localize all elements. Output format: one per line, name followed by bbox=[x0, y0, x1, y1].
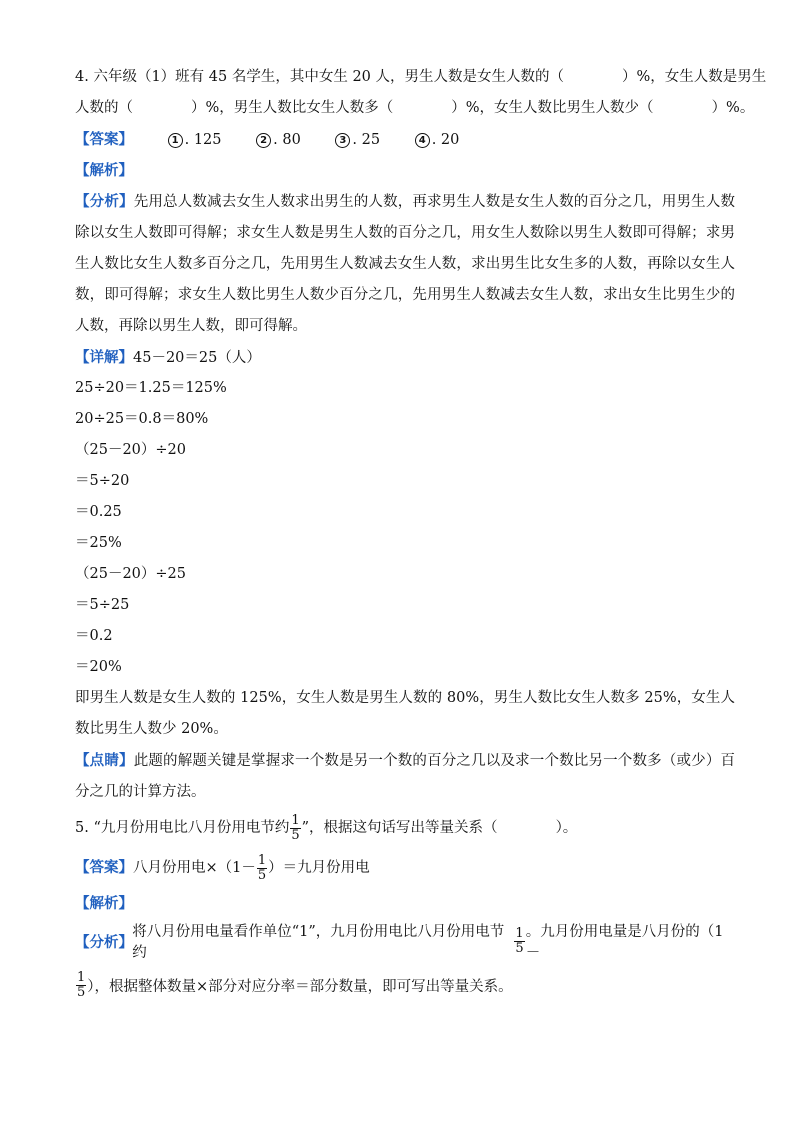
document-page bbox=[75, 62, 767, 1007]
fraction-numerator: 1 bbox=[291, 812, 300, 828]
answer-item-2 bbox=[256, 132, 301, 148]
analysis-text: ），根据整体数量×部分对应分率＝部分数量，即可写出等量关系。 bbox=[87, 978, 513, 995]
calc-step: ＝20% bbox=[75, 659, 122, 675]
circled-number-icon: 4 bbox=[415, 133, 430, 148]
fraction-numerator: 1 bbox=[515, 925, 524, 941]
calc-step: ＝0.25 bbox=[75, 504, 122, 520]
circled-number-icon: 3 bbox=[335, 133, 350, 148]
q5-text: 5. “九月份用电比八月份用电节约 bbox=[75, 820, 290, 836]
q4-jiexi-line bbox=[75, 155, 735, 186]
fraction-denominator: 5 bbox=[77, 984, 86, 1000]
q5-answer-line bbox=[75, 848, 735, 888]
fraction-denominator: 5 bbox=[257, 867, 267, 883]
q4-key-point bbox=[75, 745, 735, 808]
q4-answer-line bbox=[75, 124, 735, 155]
calc-step: 45－20＝25（人） bbox=[133, 350, 261, 366]
q5-text: ”，根据这句话写出等量关系（ bbox=[301, 820, 498, 836]
q4-line-2 bbox=[75, 93, 755, 124]
q4-conclusion: 即男生人数是女生人数的 125%，女生人数是男生人数的 80%，男生人数比女生人数多 25%，女生人数比男生人数少 20%。 bbox=[75, 690, 735, 737]
q4-detail-line bbox=[75, 342, 735, 373]
q4-text: ）%，男生人数比女生人数多（ bbox=[191, 100, 394, 116]
answer-value: . 25 bbox=[352, 132, 381, 148]
answer-item-1 bbox=[168, 132, 222, 148]
fraction-numerator: 1 bbox=[77, 969, 86, 985]
dianjing-tag: 【点睛】 bbox=[75, 752, 134, 769]
xiangjie-tag: 【详解】 bbox=[75, 349, 133, 366]
answer-text: 八月份用电×（1－ bbox=[133, 860, 256, 876]
key-point-text: 此题的解题关键是掌握求一个数是另一个数的百分之几以及求一个数比另一个数多（或少）百分之几的计算方法。 bbox=[75, 753, 736, 800]
fenxi-tag: 【分析】 bbox=[75, 193, 134, 210]
calc-step: （25－20）÷25 bbox=[75, 566, 187, 582]
q5-text: ）。 bbox=[555, 820, 578, 836]
fraction bbox=[257, 854, 267, 883]
q5-analysis-line-2 bbox=[75, 963, 735, 1007]
answer-value: . 125 bbox=[184, 132, 222, 148]
q5-analysis-line-1 bbox=[75, 919, 735, 963]
answer-item-3 bbox=[335, 132, 380, 148]
analysis-text: 。九月份用电量是八月份的（1－ bbox=[525, 924, 724, 961]
calc-step: 20÷25＝0.8＝80% bbox=[75, 411, 209, 427]
calc-step: （25－20）÷20 bbox=[75, 442, 187, 458]
circled-number-icon: 2 bbox=[256, 133, 271, 148]
q4-text: 人数的（ bbox=[75, 100, 133, 116]
answer-tag: 【答案】 bbox=[75, 131, 133, 148]
q5-jiexi-line bbox=[75, 888, 735, 919]
circled-number-icon: 1 bbox=[168, 133, 183, 148]
calc-step: ＝25% bbox=[75, 535, 122, 551]
answer-value: . 20 bbox=[431, 132, 460, 148]
fraction-denominator: 5 bbox=[515, 940, 524, 956]
answer-tag: 【答案】 bbox=[75, 859, 133, 876]
q4-text: ）%，女生人数是男生 bbox=[622, 69, 767, 85]
answer-value: . 80 bbox=[273, 132, 301, 148]
q4-text: ）%。 bbox=[711, 100, 755, 116]
q5-question bbox=[75, 808, 735, 848]
fenxi-tag: 【分析】 bbox=[75, 933, 133, 951]
answer-item-4 bbox=[415, 132, 460, 148]
q4-text: 4. 六年级（1）班有 45 名学生，其中女生 20 人，男生人数是女生人数的（ bbox=[75, 69, 565, 85]
answer-text: ）＝九月份用电 bbox=[268, 860, 370, 876]
q4-line-1 bbox=[75, 62, 767, 93]
calc-step: ＝5÷20 bbox=[75, 473, 130, 489]
calc-step: 25÷20＝1.25＝125% bbox=[75, 380, 227, 396]
fraction bbox=[514, 927, 524, 956]
q4-analysis bbox=[75, 186, 735, 342]
analysis-text: 先用总人数减去女生人数求出男生的人数，再求男生人数是女生人数的百分之几，用男生人数除以女生人数即可得解；求女生人数是男生人数的百分之几，用女生人数除以男生人数即可得解；求男生人数比女生人数多百分之几，先用男生人数减去女生人数，求出男生比女生多的人数，再除以女生人数，即可得解；求女生人数比男生人数少百分之几，先用男生人数减去女生人数，求出女生比男生少的人数，再除以男生人数，即可得解。 bbox=[75, 194, 736, 334]
jiexi-tag: 【解析】 bbox=[75, 162, 133, 179]
calc-step: ＝0.2 bbox=[75, 628, 113, 644]
jiexi-tag: 【解析】 bbox=[75, 895, 133, 912]
fraction-denominator: 5 bbox=[291, 827, 300, 843]
calc-step: ＝5÷25 bbox=[75, 597, 130, 613]
analysis-text: 将八月份用电量看作单位“1”，九月份用电比八月份用电节约 bbox=[132, 924, 505, 961]
fraction bbox=[290, 814, 300, 843]
fraction bbox=[76, 971, 86, 1000]
fraction-numerator: 1 bbox=[257, 852, 267, 868]
q4-text: ）%，女生人数比男生人数少（ bbox=[451, 100, 654, 116]
